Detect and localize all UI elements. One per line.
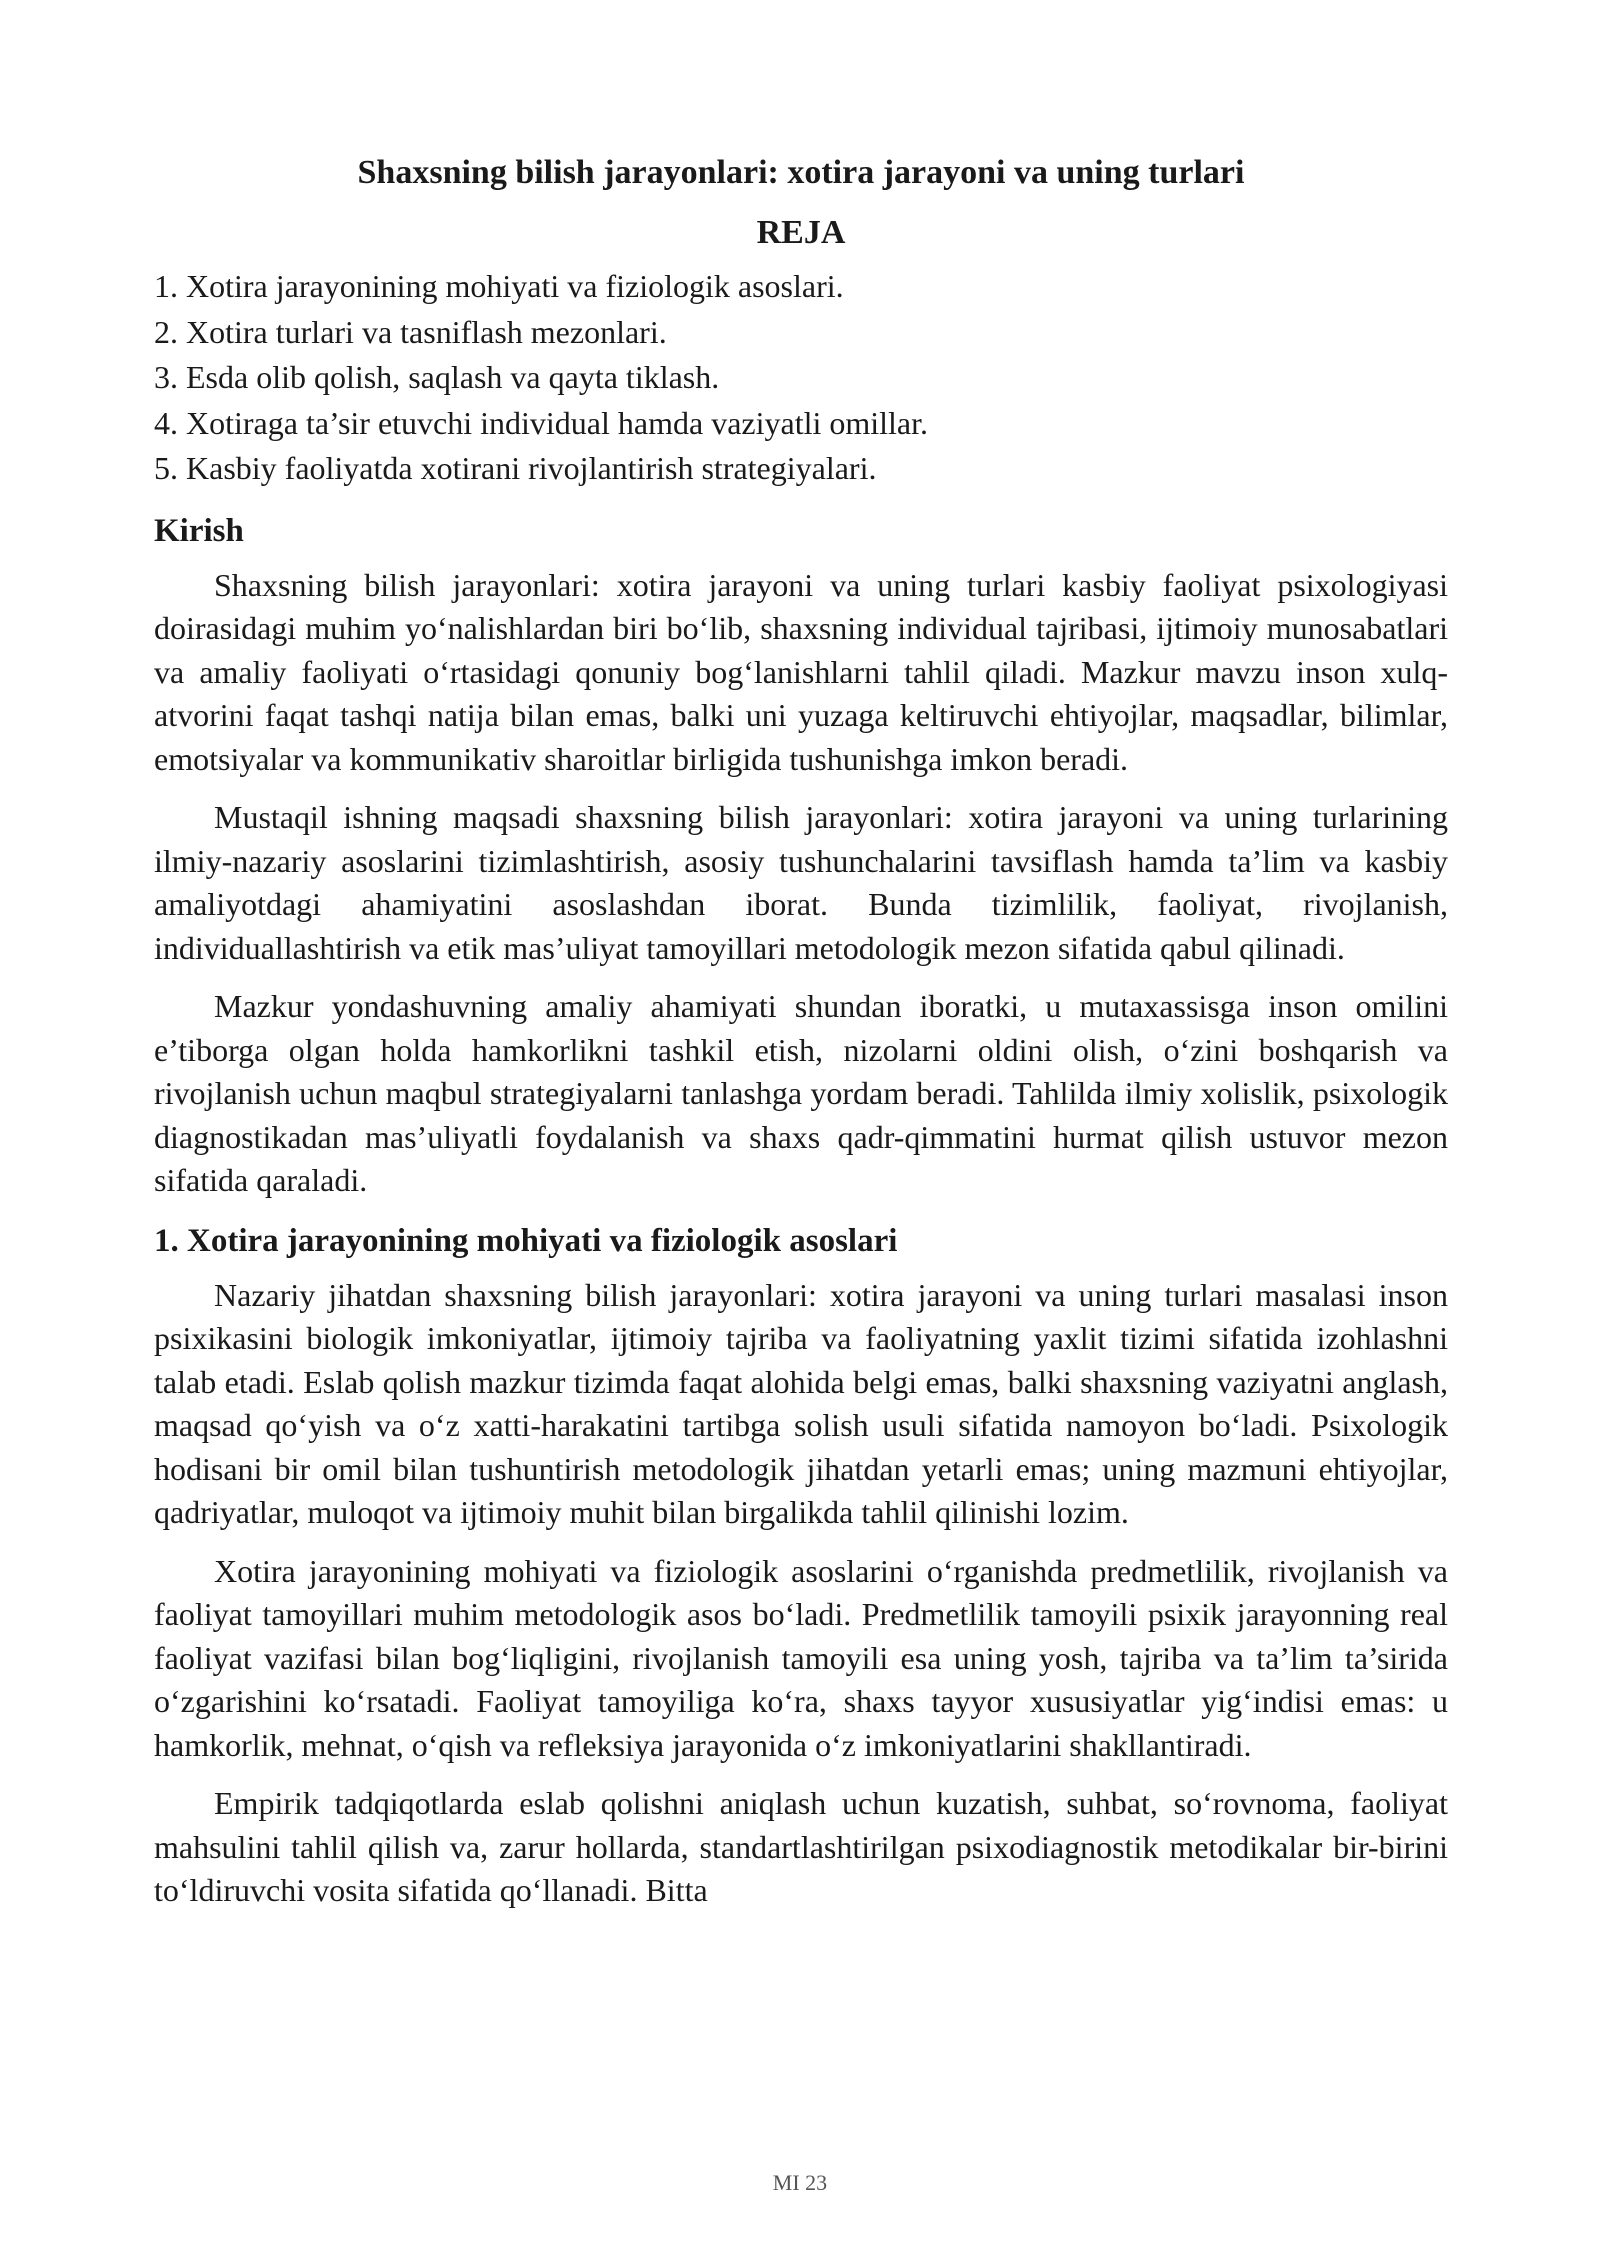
plan-heading: REJA: [756, 214, 846, 251]
plan-item: 3. Esda olib qolish, saqlash va qayta tiklash.: [154, 359, 720, 395]
intro-paragraph: Mazkur yondashuvning amaliy ahamiyati shundan iboratki, u mutaxassisga inson omilini e’tiborga olgan holda hamkorlikni tashkil etish, nizolarni oldini olish, o‘zini boshqarish va rivojlanish uchun maqbul strategiyalarni tanlashga yordam beradi. Tahlilda ilmiy xolislik, psixologik diagnostikadan mas’uliyatli foydalanish va shaxs qadr-qimmatini hurmat qilish ustuvor mezon sifatida qaraladi.: [154, 988, 1448, 1198]
plan-item: 4. Xotiraga ta’sir etuvchi individual hamda vaziyatli omillar.: [154, 404, 929, 441]
plan-item: 2. Xotira turlari va tasniflash mezonlari.: [154, 313, 667, 350]
plan-item: 1. Xotira jarayonining mohiyati va fiziologik asoslari.: [154, 268, 844, 304]
section-1-heading: 1. Xotira jarayonining mohiyati va fiziologik asoslari: [154, 1222, 898, 1259]
page-number: MI 23: [772, 2170, 828, 2195]
intro-heading: Kirish: [154, 512, 244, 549]
plan-item: 5. Kasbiy faoliyatda xotirani rivojlantirish strategiyalari.: [154, 450, 877, 486]
document-title: Shaxsning bilish jarayonlari: xotira jarayoni va uning turlari: [357, 154, 1245, 191]
section-1-paragraph: Empirik tadqiqotlarda eslab qolishni aniqlash uchun kuzatish, suhbat, so‘rovnoma, faoliyat mahsulini tahlil qilish va, zarur hollarda, standartlashtirilgan psixodiagnostik metodikalar bir-birini to‘ldiruvchi vosita sifatida qo‘llanadi. Bitta: [154, 1785, 1448, 1908]
plan-list: [154, 264, 1448, 492]
section-1-paragraph: Xotira jarayonining mohiyati va fiziologik asoslarini o‘rganishda predmetlilik, rivojlanish va faoliyat tamoyillari muhim metodologik asos bo‘ladi. Predmetlilik tamoyili psixik jarayonning real faoliyat vazifasi bilan bog‘liqligini, rivojlanish tamoyili esa uning yosh, tajriba va ta’lim ta’sirida o‘zgarishini ko‘rsatadi. Faoliyat tamoyiliga ko‘ra, shaxs tayyor xususiyatlar yig‘indisi emas: u hamkorlik, mehnat, o‘qish va refleksiya jarayonida o‘z imkoniyatlarini shakllantiradi.: [154, 1552, 1448, 1763]
document-page: [154, 150, 1448, 1928]
intro-paragraph: Shaxsning bilish jarayonlari: xotira jarayoni va uning turlari kasbiy faoliyat psixologiyasi doirasidagi muhim yo‘nalishlardan biri bo‘lib, shaxsning individual tajribasi, ijtimoiy munosabatlari va amaliy faoliyati o‘rtasidagi qonuniy bog‘lanishlarni tahlil qiladi. Mazkur mavzu inson xulq-atvorini faqat tashqi natija bilan emas, balki uni yuzaga keltiruvchi ehtiyojlar, maqsadlar, bilimlar, emotsiyalar va kommunikativ sharoitlar birligida tushunishga imkon beradi.: [154, 566, 1448, 777]
section-1-paragraph: Nazariy jihatdan shaxsning bilish jarayonlari: xotira jarayoni va uning turlari masalasi inson psixikasini biologik imkoniyatlar, ijtimoiy tajriba va faoliyatning yaxlit tizimi sifatida izohlashni talab etadi. Eslab qolish mazkur tizimda faqat alohida belgi emas, balki shaxsning vaziyatni anglash, maqsad qo‘yish va o‘z xatti-harakatini tartibga solish usuli sifatida namoyon bo‘ladi. Psixologik hodisani bir omil bilan tushuntirish metodologik jihatdan yetarli emas; uning mazmuni ehtiyojlar, qadriyatlar, muloqot va ijtimoiy muhit bilan birgalikda tahlil qilinishi lozim.: [154, 1276, 1448, 1530]
intro-paragraph: Mustaqil ishning maqsadi shaxsning bilish jarayonlari: xotira jarayoni va uning turlarining ilmiy-nazariy asoslarini tizimlashtirish, asosiy tushunchalarini tavsiflash hamda ta’lim va kasbiy amaliyotdagi ahamiyatini asoslashdan iborat. Bunda tizimlilik, faoliyat, rivojlanish, individuallashtirish va etik mas’uliyat tamoyillari metodologik mezon sifatida qabul qilinadi.: [154, 799, 1448, 966]
